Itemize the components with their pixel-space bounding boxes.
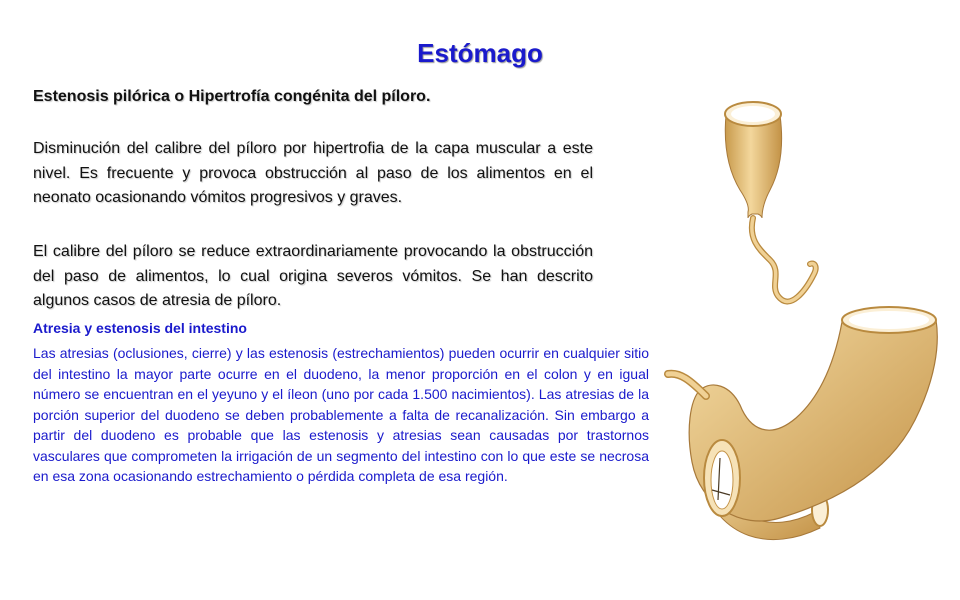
section2-body: Las atresias (oclusiones, cierre) y las estenosis (estrechamientos) pueden ocurrir en cualquier sitio del intestino la mayor parte ocurre en el duodeno, la menor proporción en el colon y en igual número se encuentran en el yeyuno y el íleon (uno por cada 1.500 nacimientos). Las atresias de la porción superior del duodeno se deben probablemente a falta de recanalización. Sin embargo a partir del duodeno es probable que las estenosis y atresias sean causadas por trastornos vasculares que comprometen la irrigación de un segmento del intestino con lo que este se necrosa en esa zona ocasionando estrechamiento o pérdida completa de esa región. — [33, 345, 649, 484]
paragraph-2: El calibre del píloro se reduce extraordinariamente provocando la obstrucción del paso de alimentos, lo cual origina severos vómitos. Se han descrito algunos casos de atresia de píloro. — [33, 243, 593, 309]
stomach-illustration — [660, 90, 950, 560]
page-title: Estómago — [417, 38, 543, 68]
section1-heading: Estenosis pilórica o Hipertrofía congénita del píloro. — [33, 88, 431, 105]
pyloric-stenosis-specimen — [725, 102, 816, 302]
duodenal-atresia-specimen — [668, 307, 937, 540]
paragraph-1: Disminución del calibre del píloro por hipertrofia de la capa muscular a este nivel. Es frecuente y provoca obstrucción al paso de los alimentos en el neonato ocasionando vómitos progresivos y graves. — [33, 140, 593, 206]
section2-heading: Atresia y estenosis del intestino — [33, 320, 247, 336]
